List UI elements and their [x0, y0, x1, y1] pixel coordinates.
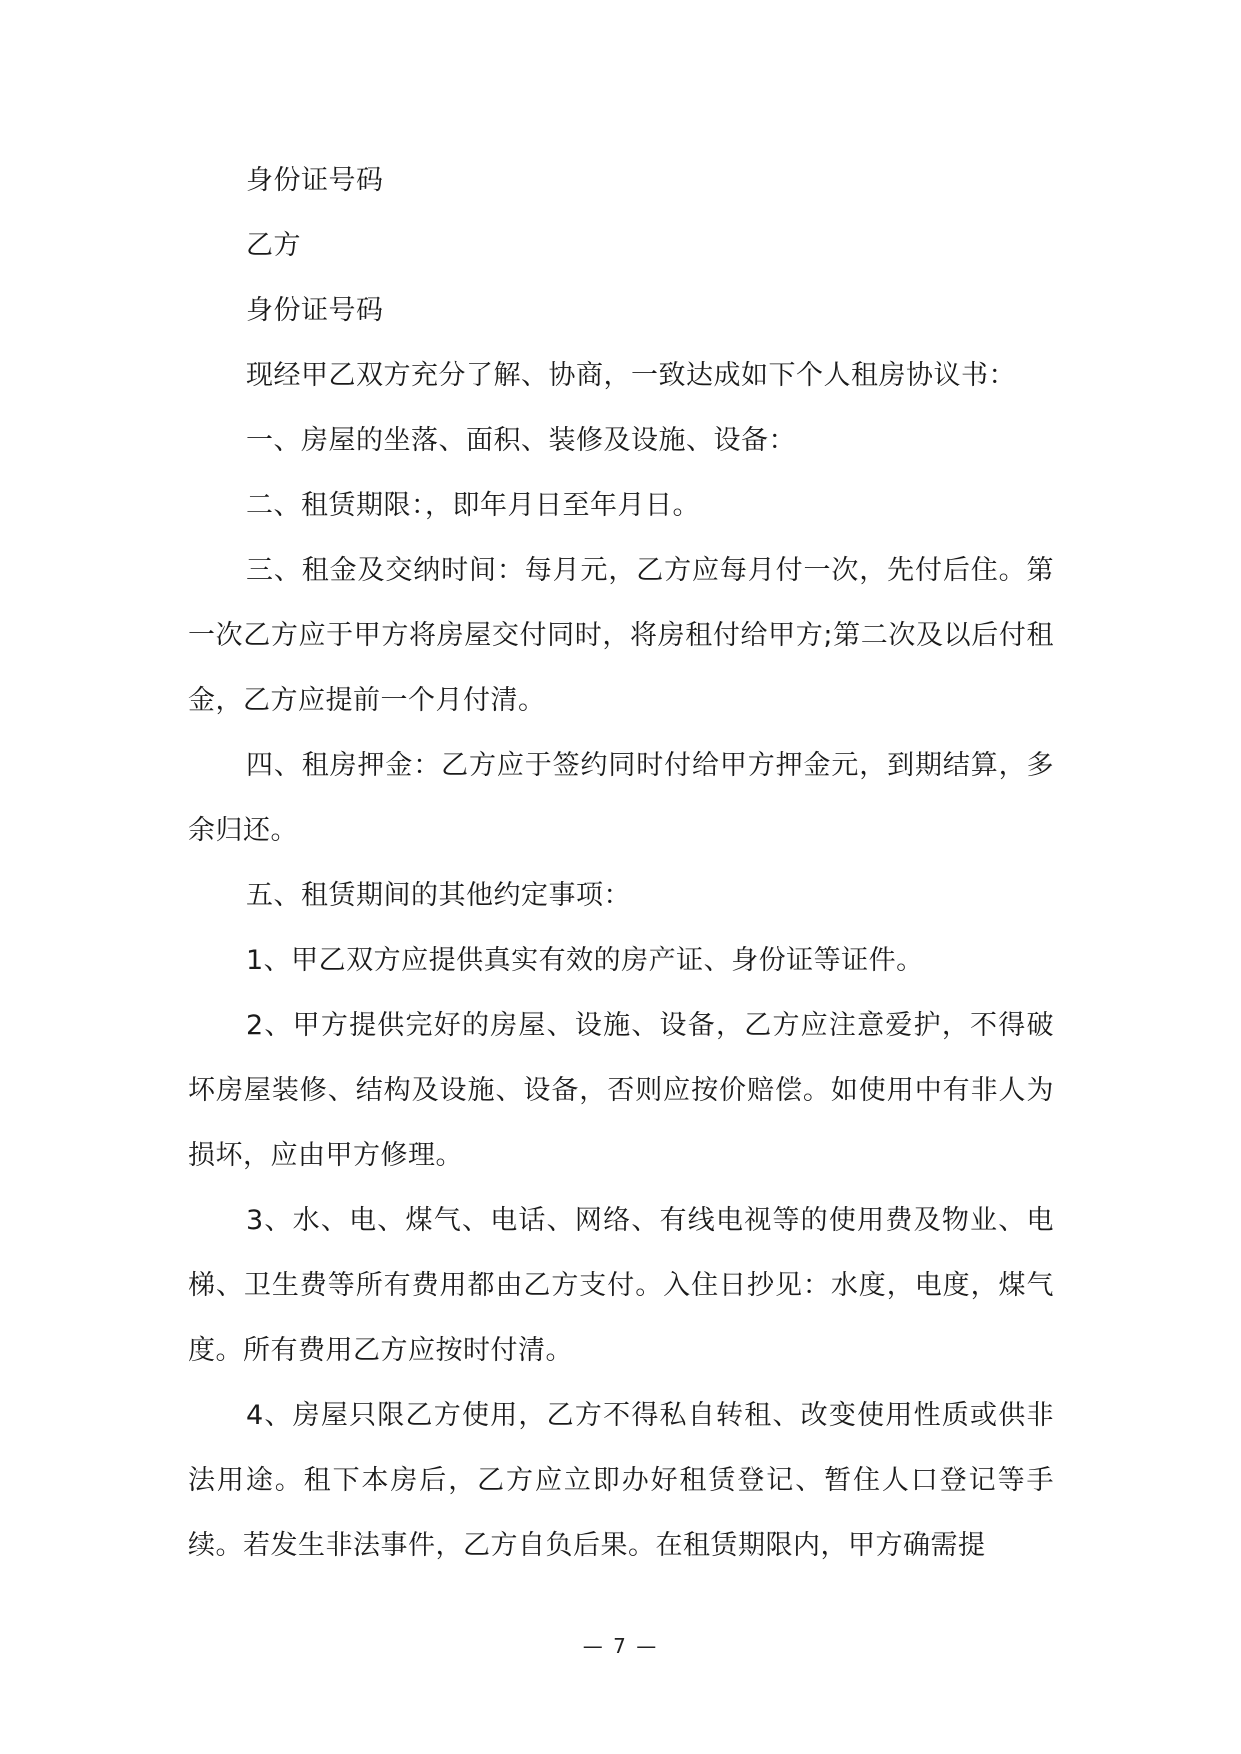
- clause-2-lease-term: 二、租赁期限：，即年月日至年月日。: [246, 490, 700, 521]
- term-1-documents: 1、甲乙双方应提供真实有效的房产证、身份证等证件。: [246, 945, 924, 976]
- party-b-label: 乙方: [246, 230, 301, 261]
- clause-1-property: 一、房屋的坐落、面积、装修及设施、设备：: [246, 425, 796, 456]
- term-3-utilities: 3、水、电、煤气、电话、网络、有线电视等的使用费及物业、电梯、卫生费等所有费用都由乙方支付。入住日抄见：水度，电度，煤气度。所有费用乙方应按时付清。: [188, 1205, 1054, 1366]
- term-2-maintenance: 2、甲方提供完好的房屋、设施、设备，乙方应注意爱护，不得破坏房屋装修、结构及设施、设备，否则应按价赔偿。如使用中有非人为损坏，应由甲方修理。: [188, 1010, 1054, 1171]
- clause-4-deposit: 四、租房押金：乙方应于签约同时付给甲方押金元，到期结算，多余归还。: [188, 750, 1054, 846]
- id-number-label-party-a: 身份证号码: [246, 165, 384, 196]
- id-number-label-party-b: 身份证号码: [246, 295, 384, 326]
- document-body: [188, 148, 1054, 1578]
- clause-3-rent-payment: 三、租金及交纳时间：每月元，乙方应每月付一次，先付后住。第一次乙方应于甲方将房屋交付同时，将房租付给甲方;第二次及以后付租金，乙方应提前一个月付清。: [188, 555, 1054, 716]
- term-4-usage: 4、房屋只限乙方使用，乙方不得私自转租、改变使用性质或供非法用途。租下本房后，乙方应立即办好租赁登记、暂住人口登记等手续。若发生非法事件，乙方自负后果。在租赁期限内，甲方确需提: [188, 1400, 1054, 1561]
- page-number: — 7 —: [582, 1634, 659, 1658]
- clause-5-other-terms: 五、租赁期间的其他约定事项：: [246, 880, 631, 911]
- agreement-preamble: 现经甲乙双方充分了解、协商，一致达成如下个人租房协议书：: [246, 360, 1016, 391]
